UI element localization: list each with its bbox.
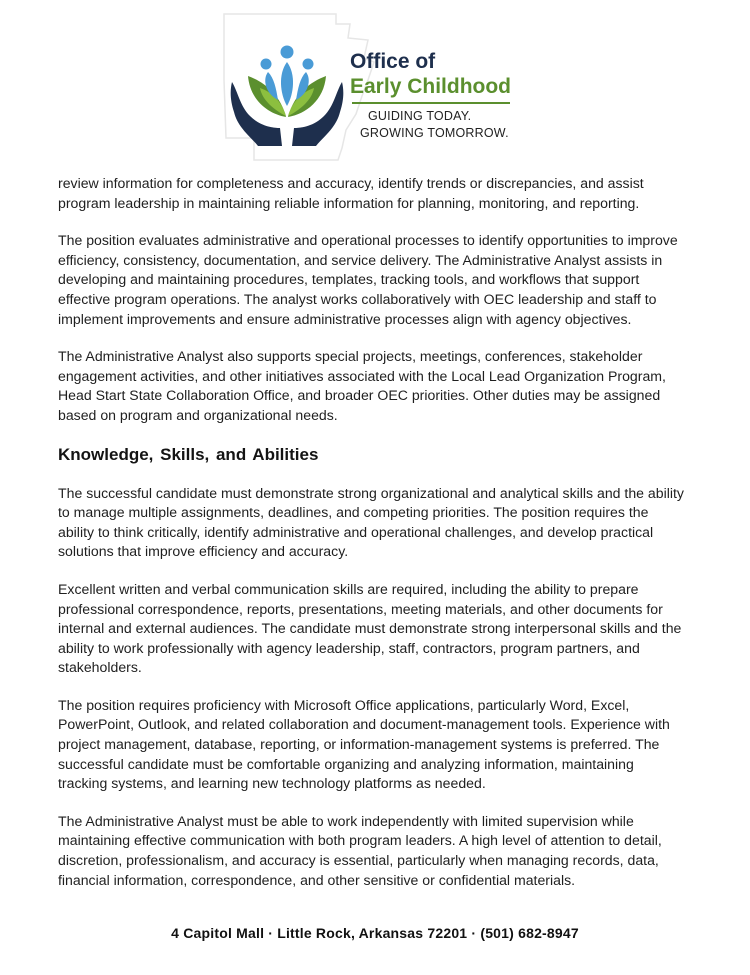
hands-holding-people-icon bbox=[228, 42, 346, 147]
brand-block bbox=[350, 50, 530, 142]
ksa-paragraph-3: The position requires proficiency with Microsoft Office applications, particularly Word, Excel, PowerPoint, Outlook, and related collaboration and document-management tools. Experience with project management, database, reporting, or information-management systems is preferred. The successful candidate must be comfortable organizing and analyzing information, maintaining tracking systems, and learning new technology platforms as needed. bbox=[58, 696, 670, 792]
document-body bbox=[58, 174, 686, 908]
ksa-paragraph-2: Excellent written and verbal communication skills are required, including the ability to prepare professional correspondence, reports, presentations, meeting materials, and other documents for internal and external audiences. The candidate must demonstrate strong interpersonal skills and the ability to work professionally with agency leadership, staff, contractors, program partners, and stakeholders. bbox=[58, 580, 682, 676]
tagline-line2: GROWING TOMORROW. bbox=[360, 126, 509, 140]
footer-address: 4 Capitol Mall · Little Rock, Arkansas 72201 · (501) 682-8947 bbox=[171, 925, 579, 941]
letterhead bbox=[0, 0, 750, 170]
brand-title-line2: Early Childhood bbox=[350, 75, 512, 98]
intro-paragraph-2: The position evaluates administrative and operational processes to identify opportunities to improve efficiency, consistency, documentation, and service delivery. The Administrative Analyst assists in developing and maintaining procedures, templates, tracking tools, and workflows that support effective program operations. The analyst works collaboratively with OEC leadership and staff to implement improvements and ensure administrative processes align with agency objectives. bbox=[58, 232, 678, 327]
ksa-heading: Knowledge, Skills, and Abilities bbox=[58, 444, 319, 464]
intro-paragraph-3: The Administrative Analyst also supports special projects, meetings, conferences, stakeholder engagement activities, and other initiatives associated with the Local Lead Organization Program, Head Start State Collaboration Office, and broader OEC priorities. Other duties may be assigned based on program and organizational needs. bbox=[58, 348, 666, 423]
intro-paragraph-1: review information for completeness and accuracy, identify trends or discrepancies, and assist program leadership in maintaining reliable information for planning, monitoring, and reporting. bbox=[58, 175, 644, 211]
ksa-paragraph-1: The successful candidate must demonstrate strong organizational and analytical skills and the ability to manage multiple assignments, deadlines, and competing priorities. The position requires the ability to think critically, identify administrative and operational challenges, and develop practical solutions that improve efficiency and accuracy. bbox=[58, 484, 684, 560]
brand-divider bbox=[352, 102, 510, 104]
brand-title-line1: Office of bbox=[350, 50, 436, 73]
tagline-line1: GUIDING TODAY. bbox=[368, 109, 472, 123]
ksa-paragraph-4: The Administrative Analyst must be able to work independently with limited supervision while maintaining effective communication with both program leaders. A high level of attention to detail, discretion, professionalism, and accuracy is essential, particularly when managing records, data, financial information, correspondence, and other sensitive or confidential materials. bbox=[58, 812, 662, 888]
